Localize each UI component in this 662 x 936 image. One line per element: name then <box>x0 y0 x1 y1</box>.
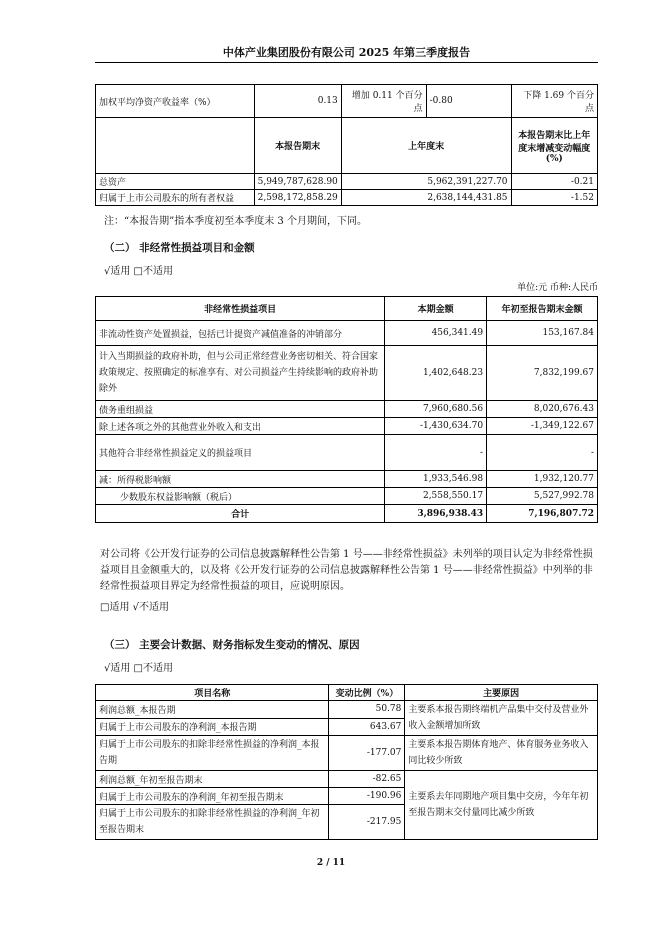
item-label: 少数股东权益影响额（税后） <box>96 488 385 505</box>
change-reason: 主要系本报告期体育地产、体育服务业务收入同比较少所致 <box>405 736 598 771</box>
roe-ytd-change: 下降 1.69 个百分点 <box>511 85 597 118</box>
header-current: 本期金额 <box>385 297 487 321</box>
section-2-applicable: √适用 □不适用 <box>104 266 173 277</box>
page-number: 2 / 11 <box>316 858 346 868</box>
item-current: 1,933,546.98 <box>385 471 487 488</box>
change-reason: 主要系本报告期终端机产品集中交付及营业外收入金额增加所致 <box>405 701 598 736</box>
change-ratio: 50.78 <box>329 701 405 719</box>
item-current: 456,341.49 <box>385 321 487 346</box>
change-name: 归属于上市公司股东的扣除非经常性损益的净利润_年初至报告期末 <box>96 805 329 840</box>
header-current: 本报告期末 <box>254 118 341 174</box>
roe-current: 0.13 <box>254 85 341 118</box>
change-name: 归属于上市公司股东的扣除非经常性损益的净利润_本报告期 <box>96 736 329 771</box>
item-ytd: 7,832,199.67 <box>487 346 598 401</box>
total-current: 3,896,938.43 <box>385 505 487 523</box>
non-recurring-table <box>95 296 598 523</box>
item-label: 其他符合非经常性损益定义的损益项目 <box>96 435 385 471</box>
total-ytd: 7,196,807.72 <box>487 505 598 523</box>
item-current: -1,430,634.70 <box>385 418 487 435</box>
item-current: 7,960,680.56 <box>385 401 487 418</box>
row-current: 5,949,787,628.90 <box>254 174 341 190</box>
change-name: 利润总额_年初至报告期末 <box>96 771 329 788</box>
header-ratio: 变动比例（%） <box>329 685 405 701</box>
header-ytd: 年初至报告期末金额 <box>487 297 598 321</box>
row-label: 总资产 <box>96 174 255 190</box>
item-ytd: -1,349,122.67 <box>487 418 598 435</box>
header-item: 非经常性损益项目 <box>96 297 385 321</box>
item-ytd: 5,527,992.78 <box>487 488 598 505</box>
key-indicators-table <box>95 84 598 206</box>
roe-prior: -0.80 <box>426 85 511 118</box>
section-3-title: （三） 主要会计数据、财务指标发生变动的情况、原因 <box>104 639 360 651</box>
change-name: 归属于上市公司股东的净利润_本报告期 <box>96 718 329 736</box>
item-label: 非流动性资产处置损益，包括已计提资产减值准备的冲销部分 <box>96 321 385 346</box>
change-ratio: 643.67 <box>329 718 405 736</box>
row-change: -0.21 <box>511 174 597 190</box>
page-header: 中体产业集团股份有限公司 2025 年第三季度报告 <box>95 44 598 63</box>
item-label: 计入当期损益的政府补助，但与公司正常经营业务密切相关、符合国家政策规定、按照确定的标准享有、对公司损益产生持续影响的政府补助除外 <box>96 346 385 401</box>
change-ratio: -177.07 <box>329 736 405 771</box>
item-ytd: 8,020,676.43 <box>487 401 598 418</box>
item-ytd: 1,932,120.77 <box>487 471 598 488</box>
row-label: 归属于上市公司股东的所有者权益 <box>96 190 255 206</box>
non-recurring-paragraph: 对公司将《公开发行证券的公司信息披露解释性公告第 1 号——非经常性损益》未列举的项目认定为非经常性损益项目且金额重大的，以及将《公开发行证券的公司信息披露解释性公告第 1 号——非经常性损益》中列举的非经常性损益项目界定为经常性损益的项目，应说明原因。 <box>100 549 593 592</box>
item-label: 债务重组损益 <box>96 401 385 418</box>
change-ratio: -190.96 <box>329 788 405 805</box>
change-ratio: -217.95 <box>329 805 405 840</box>
item-label: 减：所得税影响额 <box>96 471 385 488</box>
item-ytd: 153,167.84 <box>487 321 598 346</box>
changes-table <box>95 684 598 840</box>
item-label: 除上述各项之外的其他营业外收入和支出 <box>96 418 385 435</box>
change-reason: 主要系去年同期地产项目集中交房，今年年初至报告期末交付量同比减少所致 <box>405 771 598 840</box>
total-label: 合计 <box>96 505 385 523</box>
section-3-applicable: √适用 □不适用 <box>104 663 173 674</box>
header-prior: 上年度末 <box>341 118 511 174</box>
roe-change: 增加 0.11 个百分点 <box>341 85 426 118</box>
header-name: 项目名称 <box>96 685 329 701</box>
row-prior: 5,962,391,227.70 <box>341 174 511 190</box>
item-current: - <box>385 435 487 471</box>
row-change: -1.52 <box>511 190 597 206</box>
item-current: 1,402,648.23 <box>385 346 487 401</box>
note: 注：“本报告期”指本季度初至本季度末 3 个月期间，下同。 <box>104 216 367 227</box>
change-ratio: -82.65 <box>329 771 405 788</box>
paragraph-applicable: □适用 √不适用 <box>100 602 169 613</box>
row-prior: 2,638,144,431.85 <box>341 190 511 206</box>
item-current: 2,558,550.17 <box>385 488 487 505</box>
change-name: 归属于上市公司股东的净利润_年初至报告期末 <box>96 788 329 805</box>
header-reason: 主要原因 <box>405 685 598 701</box>
section-2-title: （二） 非经常性损益项目和金额 <box>104 242 255 254</box>
unit-label: 单位:元 币种:人民币 <box>517 283 598 293</box>
item-ytd: - <box>487 435 598 471</box>
header-change: 本报告期末比上年度末增减变动幅度(%) <box>511 118 597 174</box>
roe-label: 加权平均净资产收益率（%） <box>96 85 255 118</box>
row-current: 2,598,172,858.29 <box>254 190 341 206</box>
change-name: 利润总额_本报告期 <box>96 701 329 719</box>
